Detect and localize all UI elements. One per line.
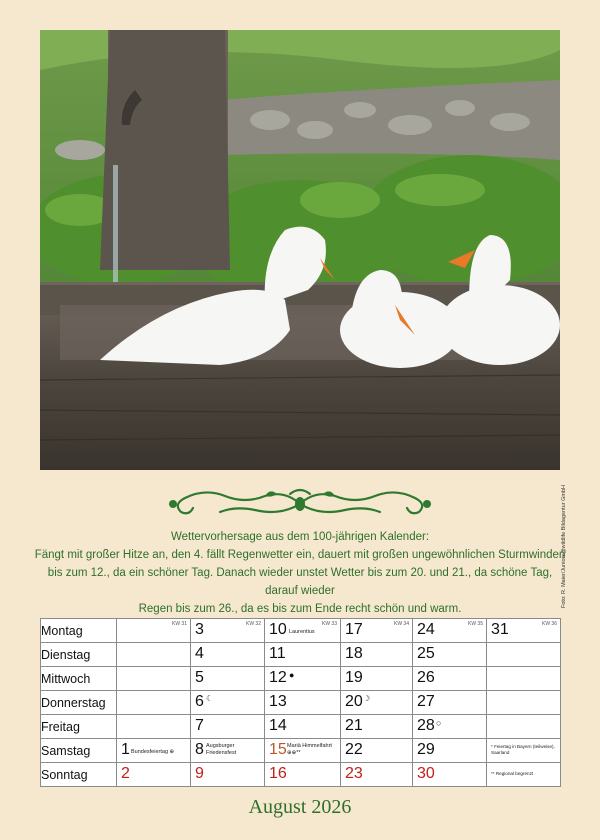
row-monday [41, 619, 561, 643]
cell-aug-11 [265, 643, 341, 667]
cell-footnote-2 [487, 763, 561, 787]
cell-empty [487, 667, 561, 691]
date-number: 25 [417, 645, 435, 662]
date-number: 11 [269, 645, 286, 662]
cell-aug-12 [265, 667, 341, 691]
photo-illustration [40, 30, 560, 470]
day-label-tuesday: Dienstag [41, 643, 117, 667]
date-number: 26 [417, 669, 435, 686]
cell-aug-17 [341, 619, 413, 643]
cell-aug-31 [487, 619, 561, 643]
day-label-sunday: Sonntag [41, 763, 117, 787]
week-number: KW 31 [171, 621, 187, 627]
cell-empty [117, 715, 191, 739]
cell-empty [487, 715, 561, 739]
holiday-symbol: ⊕ [169, 749, 175, 755]
first-quarter-moon-icon: ☽ [363, 694, 371, 703]
new-moon-icon: ● [289, 670, 295, 680]
cell-empty [117, 643, 191, 667]
date-number: 20 [345, 693, 363, 710]
forecast-line-3: Regen bis zum 26., da es bis zum Ende recht schön und warm. [138, 603, 462, 615]
row-thursday [41, 691, 561, 715]
date-note-text: Bundesfeiertag [131, 749, 168, 755]
cell-aug-18 [341, 643, 413, 667]
cell-aug-9 [191, 763, 265, 787]
week-number: KW 32 [245, 621, 261, 627]
date-note [287, 743, 339, 756]
row-saturday [41, 739, 561, 763]
date-number: 7 [195, 717, 204, 734]
geese-photo [40, 30, 560, 470]
row-tuesday [41, 643, 561, 667]
cell-empty [117, 667, 191, 691]
cell-aug-4 [191, 643, 265, 667]
full-moon-icon: ○ [436, 718, 442, 728]
cell-aug-6 [191, 691, 265, 715]
cell-aug-2 [117, 763, 191, 787]
cell-aug-20 [341, 691, 413, 715]
date-number: 28 [417, 717, 435, 734]
cell-aug-7 [191, 715, 265, 739]
day-label-wednesday: Mittwoch [41, 667, 117, 691]
date-number: 5 [195, 669, 204, 686]
week-number: KW 33 [321, 621, 337, 627]
cell-aug-29 [413, 739, 487, 763]
date-number: 14 [269, 717, 287, 734]
cell-empty [117, 691, 191, 715]
week-number: KW 35 [467, 621, 483, 627]
calendar-grid [40, 618, 561, 787]
date-number: 19 [345, 669, 363, 686]
date-number: 23 [345, 765, 363, 782]
date-number: 12 [269, 669, 287, 686]
date-number: 18 [345, 645, 363, 662]
cell-aug-1 [117, 739, 191, 763]
date-number: 2 [121, 765, 130, 782]
weather-forecast [30, 528, 570, 618]
date-number: 6 [195, 693, 204, 710]
day-label-friday: Freitag [41, 715, 117, 739]
date-number: 3 [195, 621, 204, 638]
forecast-line-1: Fängt mit großer Hitze an, den 4. fällt Regenwetter ein, dauert mit großen ungewöhnlichen Sturmwinden [34, 549, 566, 561]
date-number: 31 [491, 621, 509, 638]
cell-aug-24 [413, 619, 487, 643]
forecast-line-2: bis zum 12., da ein schöner Tag. Danach wieder unstet Wetter bis zum 20. und 21., da schöne Tag, darauf wieder [47, 567, 553, 597]
day-label-thursday: Donnerstag [41, 691, 117, 715]
cell-aug-22 [341, 739, 413, 763]
date-note-text: Mariä Himmelfahrt [287, 743, 332, 749]
date-number: 13 [269, 693, 287, 710]
cell-w31-mon [117, 619, 191, 643]
date-number: 10 [269, 621, 287, 638]
flourish-ornament [165, 484, 435, 524]
ornament-divider [165, 484, 435, 524]
date-note: Augsburger Friedensfest [206, 743, 237, 756]
cell-aug-19 [341, 667, 413, 691]
day-label-monday: Montag [41, 619, 117, 643]
date-number: 22 [345, 741, 363, 758]
cell-aug-27 [413, 691, 487, 715]
date-number: 29 [417, 741, 435, 758]
cell-aug-25 [413, 643, 487, 667]
row-sunday [41, 763, 561, 787]
row-wednesday [41, 667, 561, 691]
photo-credit-text: Foto: R. Maier/Juniors@wildlife Bildagentur GmbH [561, 485, 567, 608]
date-number: 8 [195, 741, 204, 758]
cell-empty [487, 691, 561, 715]
forecast-title: Wettervorhersage aus dem 100-jährigen Kalender: [170, 531, 430, 543]
cell-footnote-1 [487, 739, 561, 763]
week-number: KW 36 [541, 621, 557, 627]
date-number: 24 [417, 621, 435, 638]
date-number: 16 [269, 765, 287, 782]
cell-aug-3 [191, 619, 265, 643]
date-number: 4 [195, 645, 204, 662]
date-note: Laurentius [289, 629, 315, 635]
cell-aug-14 [265, 715, 341, 739]
cell-aug-16 [265, 763, 341, 787]
cell-aug-15 [265, 739, 341, 763]
cell-aug-8 [191, 739, 265, 763]
date-note [131, 749, 174, 755]
month-title: August 2026 [248, 796, 352, 818]
date-number: 21 [345, 717, 363, 734]
date-number: 17 [345, 621, 363, 638]
date-number: 27 [417, 693, 435, 710]
cell-aug-23 [341, 763, 413, 787]
date-number: 1 [121, 741, 130, 758]
date-number: 30 [417, 765, 435, 782]
footnote: ** Regional begrenzt [491, 771, 534, 776]
cell-aug-28 [413, 715, 487, 739]
cell-aug-5 [191, 667, 265, 691]
holiday-symbol: ⊕⊕** [287, 749, 301, 756]
date-number: 9 [195, 765, 204, 782]
last-quarter-moon-icon: ☾ [206, 694, 214, 703]
cell-aug-10 [265, 619, 341, 643]
week-number: KW 34 [393, 621, 409, 627]
footnote: * Feiertag in Bayern (teilweise), Saarland [491, 744, 555, 755]
date-number: 15 [269, 741, 287, 758]
cell-aug-21 [341, 715, 413, 739]
day-label-saturday: Samstag [41, 739, 117, 763]
cell-empty [487, 643, 561, 667]
cell-aug-13 [265, 691, 341, 715]
cell-aug-26 [413, 667, 487, 691]
cell-aug-30 [413, 763, 487, 787]
row-friday [41, 715, 561, 739]
